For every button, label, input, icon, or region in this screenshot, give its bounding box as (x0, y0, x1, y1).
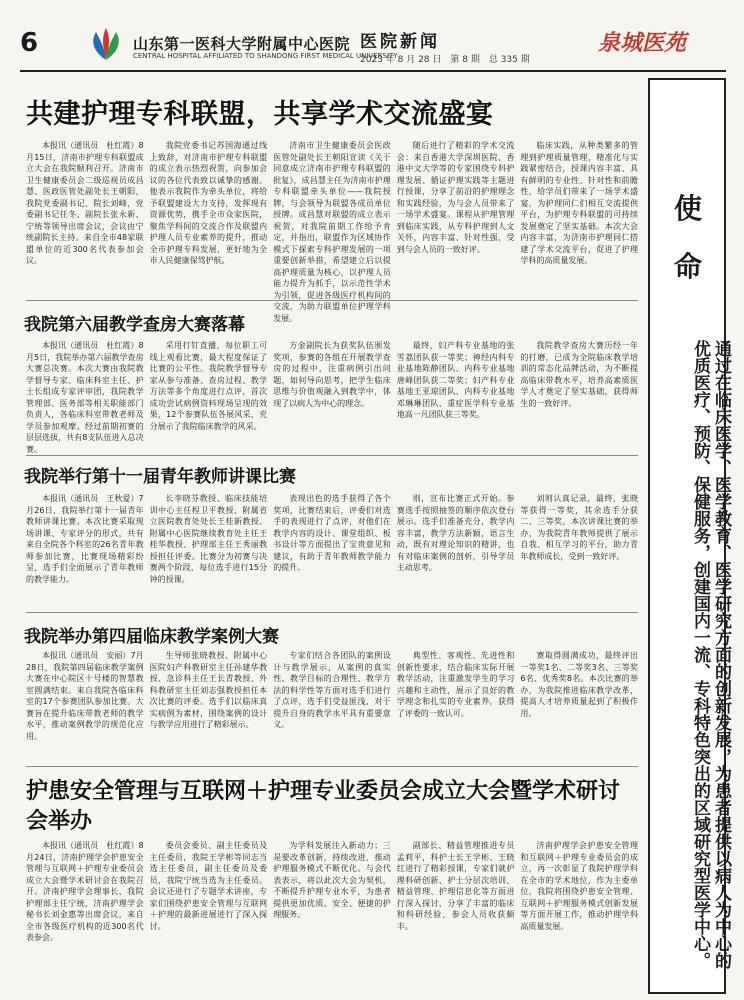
article-5-col-4: 副部长、精益管理推进专员孟莉平，科护士长王学彬、王晓红进行了精彩授课，专家们就护理科研创新、护士分层次培训、精益管理、护理信息化等方面进行深入探讨，分享了丰富的临床和科研经验，参会人员收获颇丰。 (396, 841, 515, 931)
article-1-col-1: 本报讯（通讯员 杜红霞）8月15日，济南市护理专科联盟成立大会在我院顺利召开。济南市卫生健康委员会二级巡视员成昌慧、医政医管处副处长王朝阳，我院党委副书记、院长刘峰，党委副书记任冬、副院长张永新、宁统等领导出席会议，会议由宁统副院长主持。来自全市48家联盟单位的近300名代表参加会议。 (26, 141, 144, 265)
article-3-body (26, 493, 638, 605)
article-2-body (26, 340, 638, 454)
article-5-col-3: 为学科发展注入新动力；三是要改革创新，持续改进，推动护理服务模式不断优化。与会代表表示，将以此次大会为契机，不断提升护理专业水平，为患者提供更加优质、安全、便捷的护理服务。 (273, 841, 391, 919)
article-5-body (26, 840, 638, 990)
divider-2 (26, 455, 638, 456)
mission-title-char-2: 命 (673, 250, 702, 283)
hospital-name-cn: 山东第一医科大学附属中心医院 (133, 35, 351, 53)
issue-info: 2023 年 8 月 28 日 第 8 期 总 335 期 (360, 55, 530, 65)
article-1-col-2: 我院党委书记苏国海通过线上致辞，对济南市护理专科联盟的成立表示热烈祝贺，向参加会议的各位代表致以诚挚的感谢。他表示我院作为牵头单位，将给予联盟建设大力支持，发挥现有资源优势，携手全市众家医院，聚焦学科间的交流合作及联盟内护理人员专业素养的提升，推动全市护理专科发展，更好地为全市人民健康保驾护航。 (149, 141, 268, 265)
article-2-headline: 我院第六届教学查房大赛落幕 (24, 315, 245, 335)
article-4-col-1: 本报讯（通讯员 安丽）7月28日，我院第四届临床教学案例大赛在中心院区十号楼的智慧教室圆满结束。来自我院各临床科室的17个参赛团队参加比赛。大赛旨在提升临床带教老师的教学水平，推动案例教学的规范化应用。 (26, 651, 144, 741)
article-1-col-5: 临床实践，从种类繁多的管理到护理质量管理，精准化与实践紧密结合，授课内容丰富、具有鲜明的专业性、针对性和前瞻性，给学员们带来了一场学术盛宴，为护理同仁们相互交流提供平台，为护理专科联盟的可持续发展奠定了坚实基础。本次大会内容丰富，为济南市护理同仁搭建了学术交流平台，促进了护理学科的高质量发展。 (520, 141, 638, 265)
article-1-headline: 共建护理专科联盟，共享学术交流盛宴 (26, 99, 494, 130)
article-4-body (26, 650, 638, 758)
mission-title-char-1: 使 (673, 192, 702, 225)
divider-4 (26, 766, 638, 767)
divider-1 (26, 300, 638, 301)
article-3-col-2: 长李晓芬教授、临床技能培训中心主任程卫平教授、附属省立医院教育处处长王桂新教授、附属中心医院继续教育处主任王桂华教授、护理部主任王秀丽教授担任评委。比赛分为初赛与决赛两个阶段，每位选手进行15分钟的授课。 (149, 494, 268, 584)
mission-title (668, 180, 708, 296)
divider-3 (26, 612, 638, 613)
masthead-divider (20, 70, 726, 72)
article-5-col-1: 本报讯（通讯员 杜红霞）8月24日，济南护理学会护患安全管理与互联网＋护理专业委员会成立大会暨学术研讨会在我院召开。济南护理学会理事长、我院护理部主任宁统，济南护理学会秘书长刘金惠等出席会议，来自全市各级医疗机构的近300名代表参会。 (26, 841, 144, 942)
hospital-name-en: CENTRAL HOSPITAL AFFILIATED TO SHANDONG FIRST MEDICAL UNIVERSITY (133, 52, 398, 60)
article-3-col-3: 表现出色的选手获得了各个奖项，比赛结束后，评委们对选手的表现进行了点评，对他们在教学内容的设计、课堂组织、板书设计等方面提出了宝贵意见和建议，有助于青年教师教学能力的提升。 (273, 494, 391, 572)
article-4-col-4: 典型性、客观性、先进性和创新性要求，结合临床实际开展教学活动，注重激发学生的学习兴趣和主动性，展示了良好的教学理念和扎实的专业素养，获得了评委的一致认可。 (396, 651, 515, 718)
article-4-headline: 我院举办第四届临床教学案例大赛 (24, 627, 279, 647)
article-2-col-4: 最终，妇产科专业基地的张雪荔团队获一等奖；神经内科专业基地陈静团队、内科专业基地唐峰团队获二等奖；妇产科专业基地王亚琼团队、内科专业基地邓琳琳团队、重症医学科专业基地高一凡团队获三等奖。 (396, 341, 515, 419)
mission-text: 通过在临床医学、医学教育、医学研究方面的创新发展，为患者提供以病人为中心的优质医疗、预防、保健服务，创建国内一流、专科特色突出的区域研究型医学中心。 (690, 340, 731, 969)
article-4-col-5: 赛取得圆满成功，最终评出一等奖1名、二等奖3名、三等奖6名、优秀奖8名。本次比赛的举办，为我院推进临床教学改革，提高人才培养质量起到了积极作用。 (520, 651, 638, 718)
article-4-col-3: 专家们结合各团队的案例设计与教学展示，从案例的真实性、教学目标的合理性、教学方法的科学性等方面对选手们进行了点评，选手们受益匪浅，对于提升自身的教学水平具有重要意义。 (273, 651, 391, 729)
article-1-col-3: 济南市卫生健康委员会医政医管处副处长王朝阳宣读《关于同意成立济南市护理专科联盟的批复》，成昌慧主任为济南市护理专科联盟牵头单位——我院授牌，与会领导为联盟各成员单位授牌。成昌慧对联盟的成立表示祝贺，对我院前期工作给予肯定，并指出，联盟作为区域协作模式下探索专科护理发展的一项重要创新举措，希望建立后以提高护理质量为核心，以护理人员能力提升为抓手，以示范性学术为引领，促进各级医疗机构间的交流，为助力联盟单位护理学科发展。 (273, 141, 391, 323)
section-title: 医院新闻 (360, 32, 440, 52)
article-5-headline: 护患安全管理与互联网＋护理专业委员会成立大会暨学术研讨会举办 (26, 778, 621, 834)
brand-title: 泉城医苑 (598, 30, 687, 56)
article-5-col-5: 济南护理学会护患安全管理和互联网＋护理专业委员会的成立，再一次彰显了我院护理学科在全市的学术地位，作为主委单位，我院将围绕护患安全管理、互联网＋护理服务模式创新发展等方面开展工作，推动护理学科高质量发展。 (520, 841, 638, 931)
article-2-col-3: 方金副院长为获奖队伍颁发奖项，参赛的各组在开展教学查房的过程中，注重病例引出问题，如何导向思考，把学生临床思维与价值观融入到教学中，体现了以病人为中心的理念。 (273, 341, 391, 408)
article-3-col-1: 本报讯（通讯员 王秋爱）7月26日，我院举行第十一届青年教师讲课比赛。本次比赛采取现场讲课、专家评分的形式，共有来自全院各个科室的26名青年教师参加比赛，比赛现场精彩纷呈，选手们全面展示了青年教师的教学能力。 (26, 494, 144, 584)
article-3-col-5: 刘则认真记录，最终，张晓等获得一等奖，其余选手分获二、三等奖，本次讲课比赛的举办，为我院青年教师提供了展示自我、相互学习的平台，助力青年教师成长，受到一致好评。 (520, 494, 638, 561)
article-5-col-2: 委员会委员、副主任委员及主任委员，我院王学彬等同志当选主任委员，副主任委员及委员，我院宁统当选为主任委员。会议还进行了专题学术讲座，专家们围绕护患安全管理与互联网＋护理的最新进展进行了深入探讨。 (149, 841, 268, 931)
article-1-col-4: 随后进行了精彩的学术交流会：来自香港大学深圳医院、香港中文大学等的专家围绕专科护理发展、循证护理实践等主题进行授课，分享了前沿的护理理念和实践经验，为与会人员带来了一场学术盛宴。课程从护理管理到临床实践，从专科护理到人文关怀，内容丰富、针对性强，受到与会人员的一致好评。 (396, 141, 515, 254)
article-2-col-1: 本报讯（通讯员 杜红霞）8月5日，我院举办第六届教学查房大赛总决赛。本次大赛由我院教学督导专家、临床科室主任、护士长组成专家评审团，我院教学管理部、医务部等相关职能部门负责人，各临床科室带教老师及学员参加观摩。经过前期初赛的层层选拔，共有8支队伍进入总决赛。 (26, 341, 144, 454)
article-2-col-5: 我院教学查房大赛历经一年的打磨，已成为全院临床教学培训的常态化品牌活动，为不断提高临床带教水平，培养高素质医学人才奠定了坚实基础，获得师生的一致好评。 (520, 341, 638, 408)
article-4-col-2: 生导师张晓教授、附属中心医院妇产科教研室主任孙建华教授、急诊科主任王长青教授、外科教研室主任刘志强教授担任本次比赛的评委。选手们以临床真实病例为素材，围绕案例的设计与教学应用进行了精彩展示。 (149, 651, 268, 729)
article-1-body (26, 140, 638, 323)
article-3-col-4: 则，宣布比赛正式开始。参赛选手按照抽签的顺序依次登台展示。选手们准备充分，教学内容丰富，教学方法新颖，语言生动，既有对理论知识的精讲，也有对临床案例的剖析，引导学员主动思考。 (396, 494, 515, 572)
article-3-headline: 我院举行第十一届青年教师讲课比赛 (24, 467, 296, 487)
article-2-col-2: 采用打钉直播，每位职工可线上观看比赛，最大程度保证了比赛的公平性。我院教学督导专家从参与准备、查房过程、教学方法等多个角度进行点评，首次成功尝试病例资料现场呈现的效果，12个参赛队伍各展风采，充分展示了我院临床教学的风采。 (149, 341, 268, 431)
hospital-logo-icon (84, 24, 128, 64)
page-number: 6 (20, 28, 39, 58)
